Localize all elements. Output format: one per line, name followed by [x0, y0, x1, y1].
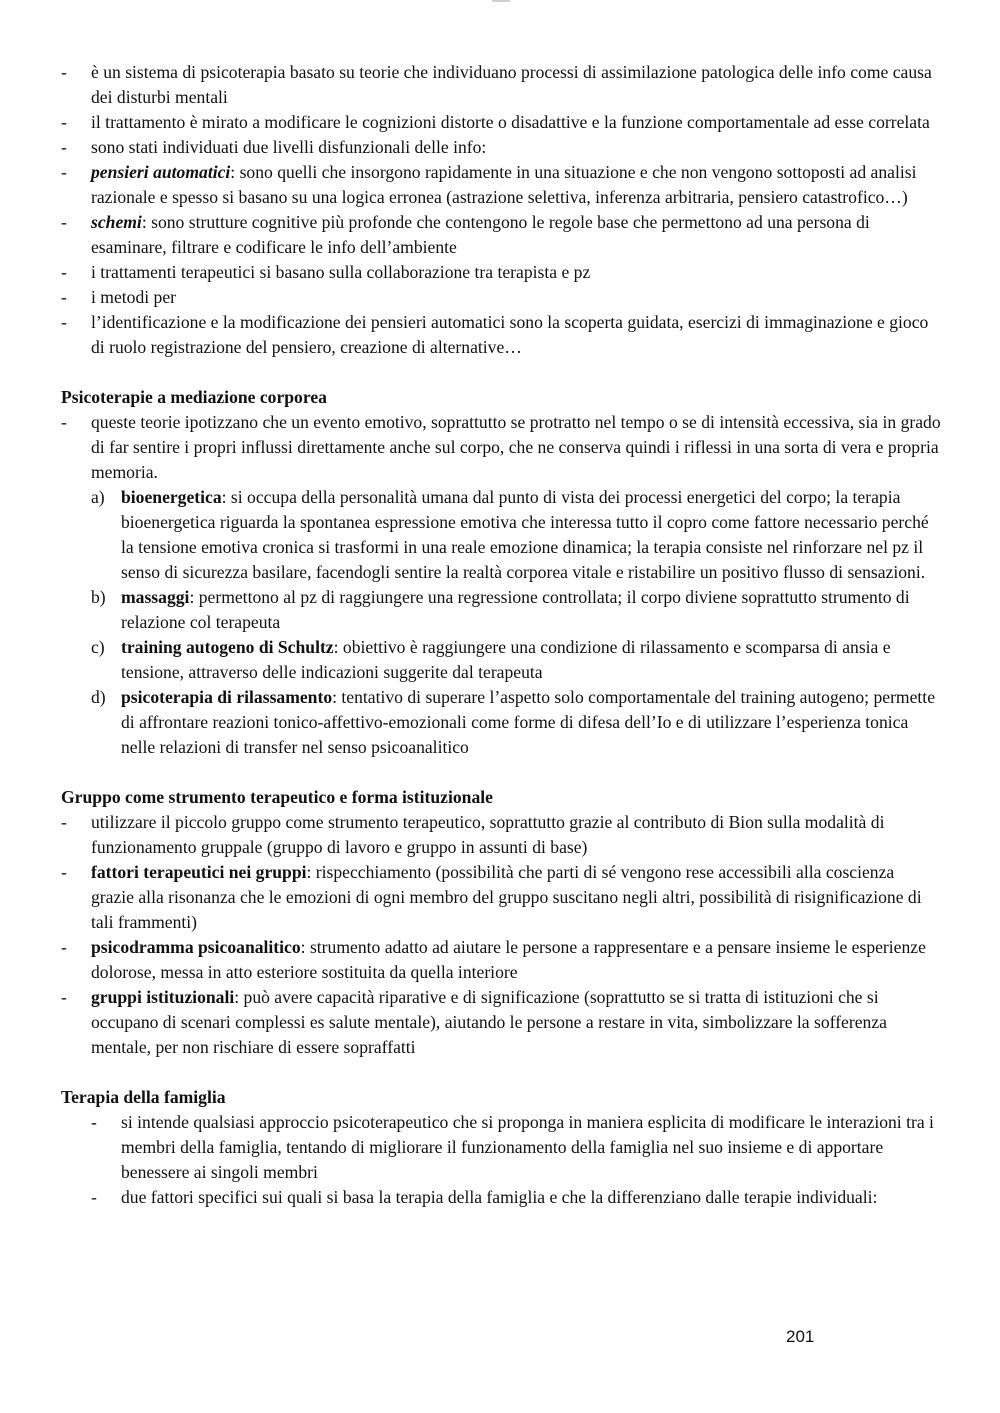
list-item: - il trattamento è mirato a modificare le cognizioni distorte o disadattive e la funzione comportamentale ad esse correlata — [61, 110, 941, 135]
term-bold-italic: schemi — [91, 212, 142, 232]
bullet-dash: - — [61, 162, 67, 182]
bullet-dash: - — [61, 812, 67, 832]
list-item: - due fattori specifici sui quali si basa la terapia della famiglia e che la differenziano dalle terapie individuali: — [61, 1185, 941, 1210]
sub-item-training-autogeno: c) training autogeno di Schultz: obiettivo è raggiungere una condizione di rilassamento e scomparsa di ansia e tensione, attraverso delle indicazioni suggerite dal terapeuta — [91, 637, 891, 682]
term-bold: psicoterapia di rilassamento — [121, 687, 333, 707]
term-bold: bioenergetica — [121, 487, 222, 507]
bullet-dash: - — [61, 312, 67, 332]
list-item: - i trattamenti terapeutici si basano sulla collaborazione tra terapista e pz — [61, 260, 941, 285]
spacer — [61, 360, 941, 385]
bullet-dash: - — [61, 137, 67, 157]
page-content — [61, 60, 941, 1210]
sub-item-marker: c) — [91, 637, 105, 657]
list-item: - sono stati individuati due livelli disfunzionali delle info: — [61, 135, 941, 160]
section-family — [61, 1085, 941, 1210]
term-bold: training autogeno di Schultz — [121, 637, 334, 657]
section-heading: Gruppo come strumento terapeutico e forma istituzionale — [61, 787, 493, 807]
section-body-mediated — [61, 385, 941, 760]
section-heading: Psicoterapie a mediazione corporea — [61, 387, 327, 407]
list-item: - psicodramma psicoanalitico: strumento adatto ad aiutare le persone a rappresentare e a pensare insieme le esperienze dolorose, messa in atto esteriore sostituita da quella interiore — [61, 937, 926, 982]
list-item: - è un sistema di psicoterapia basato su teorie che individuano processi di assimilazione patologica delle info come causa dei disturbi mentali — [61, 62, 932, 107]
bullet-dash: - — [91, 1112, 97, 1132]
list-item: - l’identificazione e la modificazione dei pensieri automatici sono la scoperta guidata, esercizi di immaginazione e gioco di ruolo registrazione del pensiero, creazione di alternative… — [61, 312, 929, 357]
header-mark — [492, 0, 510, 2]
section-heading: Terapia della famiglia — [61, 1087, 226, 1107]
bullet-dash: - — [61, 287, 67, 307]
bullet-dash: - — [61, 937, 67, 957]
sub-item-rilassamento: d) psicoterapia di rilassamento: tentativo di superare l’aspetto solo comportamentale del training autogeno; permette di affrontare reazioni tonico-affettivo-emozionali come forme di difesa dell’Io e di utilizzare l’esperienza tonica nelle relazioni di transfer nel senso psicoanalitico — [91, 687, 936, 757]
term-bold: massaggi — [121, 587, 190, 607]
list-item: - queste teorie ipotizzano che un evento emotivo, soprattutto se protratto nel tempo o se di intensità eccessiva, sia in grado di far sentire i propri influssi direttamente anche sul corpo, che ne conserva quindi i riflessi in una sorta di vera e propria memoria. — [61, 412, 941, 482]
list-item-schemas: - schemi: sono strutture cognitive più profonde che contengono le regole base che permettono ad una persona di esaminare, filtrare e codificare le info dell’ambiente — [61, 212, 870, 257]
term-bold: gruppi istituzionali — [91, 987, 235, 1007]
list-item: - si intende qualsiasi approccio psicoterapeutico che si proponga in maniera esplicita di modificare le interazioni tra i membri della famiglia, tentando di migliorare il funzionamento della famiglia nel suo insieme e di apportare benessere ai singoli membri — [91, 1112, 934, 1182]
bullet-dash: - — [91, 1187, 97, 1207]
term-bold-italic: pensieri automatici — [91, 162, 231, 182]
section-group — [61, 785, 941, 1060]
list-item: - utilizzare il piccolo gruppo come strumento terapeutico, soprattutto grazie al contributo di Bion sulla modalità di funzionamento gruppale (gruppo di lavoro e gruppo in assunti di base) — [61, 812, 885, 857]
list-item-automatic-thoughts: - pensieri automatici: sono quelli che insorgono rapidamente in una situazione e che non vengono sottoposti ad analisi razionale e spesso si basano su una logica erronea (astrazione selettiva, inferenza arbitraria, pensiero catastrofico…) — [61, 162, 917, 207]
list-item: - gruppi istituzionali: può avere capacità riparative e di significazione (soprattutto se si tratta di istituzioni che si occupano di scenari complessi es salute mentale), aiutando le persone a restare in vita, simbolizzare la sofferenza mentale, per non rischiare di essere sopraffatti — [61, 987, 887, 1057]
list-item: - i metodi per — [61, 285, 941, 310]
bullet-dash: - — [61, 262, 67, 282]
sub-item-marker: b) — [91, 587, 106, 607]
page-number: 201 — [786, 1327, 815, 1346]
spacer — [61, 760, 941, 785]
term-bold: psicodramma psicoanalitico — [91, 937, 301, 957]
list-item: - fattori terapeutici nei gruppi: rispecchiamento (possibilità che parti di sé vengono rese accessibili alla coscienza grazie alla risonanza che le emozioni di ogni membro del gruppo suscitano negli altri, possibilità di risignificazione di tali frammenti) — [61, 862, 922, 932]
bullet-dash: - — [61, 987, 67, 1007]
cognitive-therapy-list — [61, 60, 941, 360]
bullet-dash: - — [61, 412, 67, 432]
sub-item-bioenergetica: a) bioenergetica: si occupa della personalità umana dal punto di vista dei processi energetici del corpo; la terapia bioenergetica riguarda la spontanea espressione emotiva che interessa tutto il copro come fattore necessario perché la tensione emotiva cronica si trasformi in una reale emozione dinamica; la terapia consiste nel rinforzare nel pz il senso di sicurezza basilare, facendogli sentire la realtà corporea vitale e ristabilire un positivo flusso di sensazioni. — [91, 487, 929, 582]
bullet-dash: - — [61, 862, 67, 882]
sub-item-marker: a) — [91, 487, 105, 507]
term-bold: fattori terapeutici nei gruppi — [91, 862, 307, 882]
sub-item-marker: d) — [91, 687, 106, 707]
sub-item-massaggi: b) massaggi: permettono al pz di raggiungere una regressione controllata; il corpo diviene soprattutto strumento di relazione col terapeuta — [91, 587, 910, 632]
spacer — [61, 1060, 941, 1085]
bullet-dash: - — [61, 112, 67, 132]
bullet-dash: - — [61, 212, 67, 232]
bullet-dash: - — [61, 62, 67, 82]
